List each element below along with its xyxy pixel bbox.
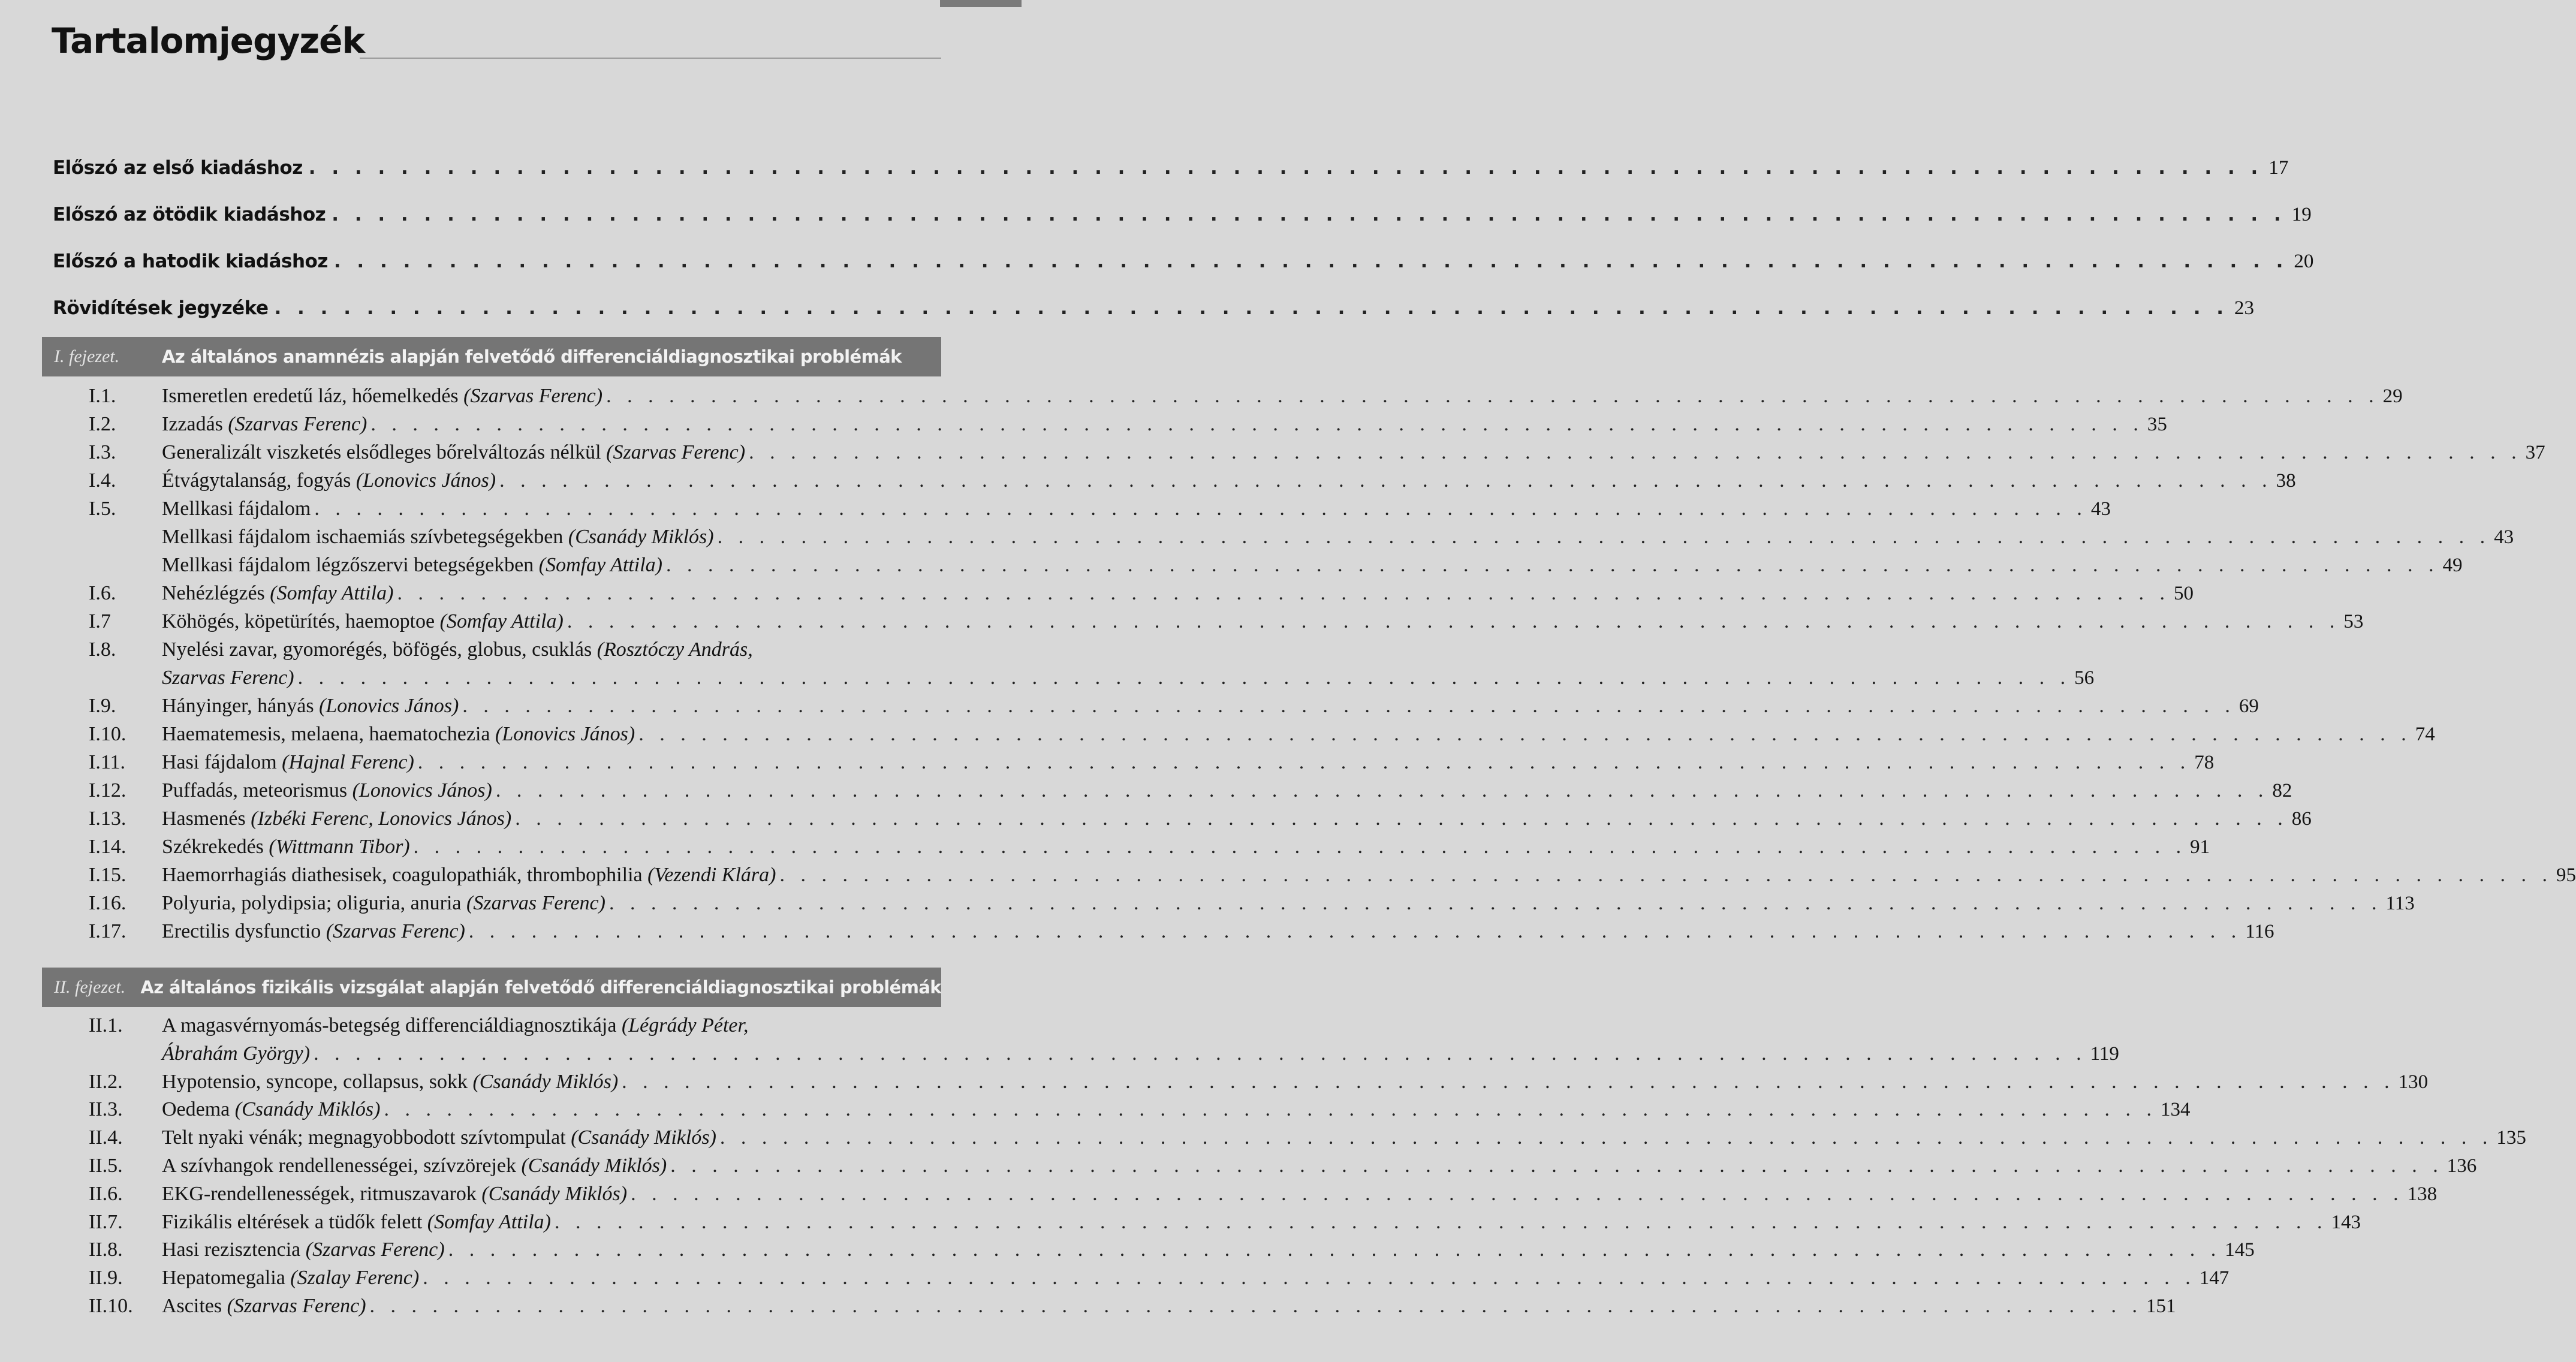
entry-text: Hepatomegalia: [162, 1267, 291, 1289]
entry-text: Nyelési zavar, gyomorégés, böfögés, globus, csuklás: [162, 638, 597, 661]
entry-number: I.14.: [89, 836, 126, 858]
entry-number: I.17.: [89, 920, 126, 942]
entry-number: I.13.: [89, 807, 126, 830]
leader-dots: . . . . . . . . . . . . . . . . . . . . . . . . . . . . . . . . . . . . . . . . . . . . . . . . . . . . . . . . . . . . . . . . . . . . . . . . . . . . . . . . . . . . .: [608, 892, 2382, 914]
entry-author: (Szarvas Ferenc): [326, 920, 465, 942]
toc-entry: [89, 723, 2435, 746]
leader-dots: . . . . . . . . . . . . . . . . . . . . . . . . . . . . . . . . . . . . . . . . . . . . . . . . . . . . . . . . . . . . . . . . . . . . . . . . . . . . . . . . . . . . .: [638, 723, 2412, 745]
entry-title: [162, 582, 393, 605]
entry-number: I.12.: [89, 779, 126, 801]
entry-number: II.7.: [89, 1210, 123, 1233]
leader-dots: . . . . . . . . . . . . . . . . . . . . . . . . . . . . . . . . . . . . . . . . . . . . . . . . . . . . . . . . . . . . . . . . . . . . . . . . . . . . . . . . . . . . .: [717, 526, 2491, 548]
leader-dots: . . . . . . . . . . . . . . . . . . . . . . . . . . . . . . . . . . . . . . . . . . . . . . . . . . . . . . . . . . . . . . . . . . . . . . . . . . . . . . . . . . . . .: [332, 204, 2286, 225]
entry-text: Erectilis dysfunctio: [162, 920, 326, 942]
toc-entry: [89, 469, 2296, 492]
entry-number: I.8.: [89, 638, 116, 661]
entry-text: Izzadás: [162, 413, 228, 435]
page-number: 35: [2147, 414, 2167, 435]
entry-text: Hasi rezisztencia: [162, 1239, 306, 1261]
entry-author: (Szarvas Ferenc): [463, 385, 603, 407]
page-number: 29: [2382, 385, 2403, 407]
entry-author: (Szarvas Ferenc): [227, 1295, 366, 1317]
entry-author: (Vezendi Klára): [647, 864, 776, 886]
entry-author: (Lonovics János): [352, 779, 492, 801]
entry-number: I.11.: [89, 751, 126, 773]
entry-title: [162, 779, 492, 802]
toc-entry: [89, 385, 2403, 408]
toc-entry: [89, 1042, 2119, 1065]
entry-text: A szívhangok rendellenességei, szívzörejek: [162, 1155, 522, 1177]
entry-text: Hasi fájdalom: [162, 751, 282, 773]
entry-text: Nehézlégzés: [162, 582, 270, 604]
entry-number: II.4.: [89, 1126, 123, 1149]
toc-entry: [89, 695, 2259, 718]
leader-dots: . . . . . . . . . . . . . . . . . . . . . . . . . . . . . . . . . . . . . . . . . . . . . . . . . . . . . . . . . . . . . . . . . . . . . . . . . . . . . . . . . . . . .: [631, 1182, 2404, 1205]
page-number: 143: [2331, 1211, 2361, 1233]
page-number: 113: [2385, 893, 2415, 914]
toc-entry: [89, 554, 2463, 577]
page-number: 119: [2090, 1042, 2119, 1065]
leader-dots: . . . . . . . . . . . . . . . . . . . . . . . . . . . . . . . . . . . . . . . . . . . . . . . . . . . . . . . . . . . . . . . . . . . . . . . . . . . . . . . . . . . . .: [515, 807, 2288, 830]
page-number: 82: [2272, 780, 2292, 801]
toc-entry: [89, 1239, 2255, 1261]
leader-dots: . . . . . . . . . . . . . . . . . . . . . . . . . . . . . . . . . . . . . . . . . . . . . . . . . . . . . . . . . . . . . . . . . . . . . . . . . . . . . . . . . . . . .: [274, 297, 2229, 319]
entry-number: I.16.: [89, 892, 126, 914]
entry-text: Generalizált viszketés elsődleges bőrelváltozás nélkül: [162, 441, 607, 463]
entry-text: Telt nyaki vénák; megnagyobbodott szívtompulat: [162, 1126, 571, 1149]
entry-author: (Csanády Miklós): [481, 1182, 628, 1205]
entry-title: [162, 1071, 618, 1093]
front-matter-label: Előszó a hatodik kiadáshoz: [53, 251, 328, 272]
page-number: 95: [2556, 864, 2576, 886]
leader-dots: . . . . . . . . . . . . . . . . . . . . . . . . . . . . . . . . . . . . . . . . . . . . . . . . . . . . . . . . . . . . . . . . . . . . . . . . . . . . . . . . . . . . .: [333, 251, 2288, 272]
toc-entry: [89, 1070, 2429, 1093]
entry-title: [162, 751, 414, 774]
toc-entry: [89, 441, 2545, 464]
toc-entry: [89, 638, 941, 661]
page-number: 50: [2173, 583, 2194, 604]
toc-entry: [89, 1267, 2229, 1289]
page-number: 134: [2160, 1099, 2191, 1121]
page-number: 53: [2343, 611, 2364, 632]
title-rule: [360, 58, 941, 59]
entry-text: Puffadás, meteorismus: [162, 779, 352, 801]
entry-title: [162, 441, 745, 464]
leader-dots: . . . . . . . . . . . . . . . . . . . . . . . . . . . . . . . . . . . . . . . . . . . . . . . . . . . . . . . . . . . . . . . . . . . . . . . . . . . . . . . . . . . . .: [308, 157, 2263, 179]
page-number: 37: [2525, 442, 2545, 463]
entry-author: (Izbéki Ferenc, Lonovics János): [251, 807, 512, 830]
entry-number: II.1.: [89, 1014, 123, 1036]
page-number: 116: [2245, 921, 2274, 942]
entry-text: Hasmenés: [162, 807, 251, 830]
leader-dots: . . . . . . . . . . . . . . . . . . . . . . . . . . . . . . . . . . . . . . . . . . . . . . . . . . . . . . . . . . . . . . . . . . . . . . . . . . . . . . . . . . . . .: [749, 441, 2522, 463]
front-matter-label: Előszó az első kiadáshoz: [53, 157, 303, 179]
entry-text: Hányinger, hányás: [162, 695, 320, 717]
entry-number: II.3.: [89, 1098, 123, 1121]
entry-title: [162, 610, 564, 633]
page-number: 43: [2090, 498, 2111, 520]
entry-author: (Somfay Attila): [270, 582, 394, 604]
chapter-header: [42, 337, 941, 376]
leader-dots: . . . . . . . . . . . . . . . . . . . . . . . . . . . . . . . . . . . . . . . . . . . . . . . . . . . . . . . . . . . . . . . . . . . . . . . . . . . . . . . . . . . . .: [369, 1295, 2143, 1317]
page-number: 78: [2194, 752, 2215, 773]
front-matter-row: [53, 297, 2255, 320]
entry-number: I.10.: [89, 723, 126, 745]
page-number: 19: [2291, 204, 2312, 225]
toc-entry: [89, 1014, 941, 1037]
toc-entry: [89, 498, 2111, 520]
front-matter-row: [53, 157, 2289, 179]
entry-author: (Rosztóczy András,: [596, 638, 753, 661]
toc-entry: [89, 920, 2274, 943]
entry-title: [162, 667, 294, 689]
entry-title: [162, 695, 459, 718]
entry-title: [162, 864, 776, 887]
entry-text: Polyuria, polydipsia; oliguria, anuria: [162, 892, 467, 914]
page-number: 130: [2398, 1071, 2429, 1093]
toc-entry: [89, 610, 2364, 633]
leader-dots: . . . . . . . . . . . . . . . . . . . . . . . . . . . . . . . . . . . . . . . . . . . . . . . . . . . . . . . . . . . . . . . . . . . . . . . . . . . . . . . . . . . . .: [297, 667, 2071, 689]
entry-number: I.5.: [89, 498, 116, 520]
entry-author: (Szalay Ferenc): [290, 1267, 420, 1289]
entry-title: [162, 836, 410, 858]
entry-title: [162, 1126, 716, 1149]
leader-dots: . . . . . . . . . . . . . . . . . . . . . . . . . . . . . . . . . . . . . . . . . . . . . . . . . . . . . . . . . . . . . . . . . . . . . . . . . . . . . . . . . . . . .: [468, 920, 2242, 942]
page-number: 23: [2234, 297, 2255, 319]
entry-title: [162, 920, 465, 943]
entry-title: [162, 1239, 445, 1261]
entry-number: II.6.: [89, 1182, 123, 1205]
entry-title: [162, 554, 662, 577]
leader-dots: . . . . . . . . . . . . . . . . . . . . . . . . . . . . . . . . . . . . . . . . . . . . . . . . . . . . . . . . . . . . . . . . . . . . . . . . . . . . . . . . . . . . .: [567, 610, 2340, 632]
entry-author: (Lonovics János): [319, 695, 459, 717]
leader-dots: . . . . . . . . . . . . . . . . . . . . . . . . . . . . . . . . . . . . . . . . . . . . . . . . . . . . . . . . . . . . . . . . . . . . . . . . . . . . . . . . . . . . .: [384, 1098, 2157, 1121]
entry-number: II.5.: [89, 1155, 123, 1177]
entry-title: [162, 385, 602, 408]
leader-dots: . . . . . . . . . . . . . . . . . . . . . . . . . . . . . . . . . . . . . . . . . . . . . . . . . . . . . . . . . . . . . . . . . . . . . . . . . . . . . . . . . . . . .: [462, 695, 2235, 717]
page-number: 20: [2294, 251, 2314, 272]
entry-title: [162, 1014, 748, 1037]
entry-author: (Szarvas Ferenc): [606, 441, 746, 463]
entry-title: [162, 413, 367, 436]
toc-entry: [89, 1182, 2438, 1206]
entry-author: Szarvas Ferenc): [162, 667, 294, 689]
entry-title: [162, 1183, 627, 1206]
front-matter-label: Előszó az ötödik kiadáshoz: [53, 204, 326, 225]
front-matter-row: [53, 251, 2314, 273]
chapter-title: Az általános anamnézis alapján felvetődő differenciáldiagnosztikai problémák: [162, 346, 902, 367]
entry-number: I.2.: [89, 413, 116, 435]
entry-number: II.2.: [89, 1070, 123, 1093]
chapter-header: [42, 968, 941, 1007]
entry-text: Oedema: [162, 1098, 235, 1121]
entry-author: (Csanády Miklós): [568, 526, 714, 548]
toc-entry: [89, 667, 2095, 689]
entry-title: [162, 469, 496, 492]
entry-title: [162, 1211, 551, 1234]
entry-author: (Szarvas Ferenc): [305, 1239, 445, 1261]
toc-entry: [89, 1210, 2361, 1234]
leader-dots: . . . . . . . . . . . . . . . . . . . . . . . . . . . . . . . . . . . . . . . . . . . . . . . . . . . . . . . . . . . . . . . . . . . . . . . . . . . . . . . . . . . . .: [499, 469, 2273, 492]
entry-text: Haematemesis, melaena, haematochezia: [162, 723, 495, 745]
page-number: 91: [2190, 836, 2210, 858]
page-number: 74: [2415, 724, 2435, 745]
page-number: 43: [2494, 526, 2514, 548]
entry-text: Ascites: [162, 1295, 227, 1317]
entry-author: (Csanády Miklós): [234, 1098, 381, 1121]
page-number: 49: [2442, 555, 2463, 576]
leader-dots: . . . . . . . . . . . . . . . . . . . . . . . . . . . . . . . . . . . . . . . . . . . . . . . . . . . . . . . . . . . . . . . . . . . . . . . . . . . . . . . . . . . . .: [665, 554, 2439, 576]
entry-author: (Csanády Miklós): [472, 1070, 619, 1093]
leader-dots: . . . . . . . . . . . . . . . . . . . . . . . . . . . . . . . . . . . . . . . . . . . . . . . . . . . . . . . . . . . . . . . . . . . . . . . . . . . . . . . . . . . . .: [622, 1070, 2395, 1093]
entry-text: Mellkasi fájdalom ischaemiás szívbetegségekben: [162, 526, 568, 548]
entry-author: (Lonovics János): [495, 723, 635, 745]
front-matter-row: [53, 204, 2312, 226]
entry-number: I.9.: [89, 695, 116, 717]
chapter-title: Az általános fizikális vizsgálat alapján felvetődő differenciáldiagnosztikai problémák: [140, 977, 941, 998]
toc-entry: [89, 526, 2514, 549]
leader-dots: . . . . . . . . . . . . . . . . . . . . . . . . . . . . . . . . . . . . . . . . . . . . . . . . . . . . . . . . . . . . . . . . . . . . . . . . . . . . . . . . . . . . .: [397, 582, 2170, 604]
entry-author: (Somfay Attila): [427, 1210, 551, 1233]
entry-title: [162, 526, 714, 549]
page-number: 86: [2291, 808, 2312, 830]
leader-dots: . . . . . . . . . . . . . . . . . . . . . . . . . . . . . . . . . . . . . . . . . . . . . . . . . . . . . . . . . . . . . . . . . . . . . . . . . . . . . . . . . . . . .: [314, 498, 2087, 520]
toc-entry: [89, 413, 2167, 436]
entry-author: (Szarvas Ferenc): [466, 892, 605, 914]
entry-text: EKG-rendellenességek, ritmuszavarok: [162, 1182, 482, 1205]
page-number: 69: [2238, 695, 2259, 717]
entry-author: (Csanády Miklós): [571, 1126, 716, 1149]
front-matter-label: Rövidítések jegyzéke: [53, 297, 269, 319]
toc-entry: [89, 779, 2292, 802]
leader-dots: . . . . . . . . . . . . . . . . . . . . . . . . . . . . . . . . . . . . . . . . . . . . . . . . . . . . . . . . . . . . . . . . . . . . . . . . . . . . . . . . . . . . .: [417, 751, 2191, 773]
leader-dots: . . . . . . . . . . . . . . . . . . . . . . . . . . . . . . . . . . . . . . . . . . . . . . . . . . . . . . . . . . . . . . . . . . . . . . . . . . . . . . . . . . . . .: [719, 1126, 2493, 1149]
entry-title: [162, 1042, 310, 1065]
toc-entry: [89, 1295, 2176, 1318]
toc-entry: [89, 1126, 2526, 1149]
toc-entry: [89, 892, 2415, 915]
entry-title: [162, 1098, 380, 1121]
page-number: 151: [2146, 1295, 2176, 1317]
leader-dots: . . . . . . . . . . . . . . . . . . . . . . . . . . . . . . . . . . . . . . . . . . . . . . . . . . . . . . . . . . . . . . . . . . . . . . . . . . . . . . . . . . . . .: [670, 1155, 2444, 1177]
leader-dots: . . . . . . . . . . . . . . . . . . . . . . . . . . . . . . . . . . . . . . . . . . . . . . . . . . . . . . . . . . . . . . . . . . . . . . . . . . . . . . . . . . . . .: [413, 836, 2187, 858]
entry-title: [162, 638, 753, 661]
leader-dots: . . . . . . . . . . . . . . . . . . . . . . . . . . . . . . . . . . . . . . . . . . . . . . . . . . . . . . . . . . . . . . . . . . . . . . . . . . . . . . . . . . . . .: [779, 864, 2553, 886]
entry-text: A magasvérnyomás-betegség differenciáldiagnosztikája: [162, 1014, 622, 1036]
toc-entry: [89, 582, 2194, 605]
page-number: 136: [2447, 1155, 2477, 1177]
entry-text: Székrekedés: [162, 836, 269, 858]
toc-entry: [89, 751, 2215, 774]
entry-number: I.3.: [89, 441, 116, 463]
entry-number: II.8.: [89, 1239, 123, 1261]
entry-title: [162, 498, 311, 520]
page-number: 17: [2268, 157, 2289, 179]
leader-dots: . . . . . . . . . . . . . . . . . . . . . . . . . . . . . . . . . . . . . . . . . . . . . . . . . . . . . . . . . . . . . . . . . . . . . . . . . . . . . . . . . . . . .: [314, 1042, 2087, 1065]
page-number: 135: [2496, 1127, 2526, 1149]
entry-author: (Lonovics János): [355, 469, 496, 492]
entry-author: (Somfay Attila): [538, 554, 662, 576]
entry-title: [162, 723, 635, 746]
leader-dots: . . . . . . . . . . . . . . . . . . . . . . . . . . . . . . . . . . . . . . . . . . . . . . . . . . . . . . . . . . . . . . . . . . . . . . . . . . . . . . . . . . . . .: [606, 385, 2379, 407]
toc-entry: [89, 1098, 2191, 1121]
entry-text: Haemorrhagiás diathesisek, coagulopathiák, thrombophilia: [162, 864, 648, 886]
toc-entry: [89, 864, 2576, 887]
entry-number: II.10.: [89, 1295, 133, 1317]
leader-dots: . . . . . . . . . . . . . . . . . . . . . . . . . . . . . . . . . . . . . . . . . . . . . . . . . . . . . . . . . . . . . . . . . . . . . . . . . . . . . . . . . . . . .: [554, 1210, 2328, 1233]
entry-text: Ismeretlen eredetű láz, hőemelkedés: [162, 385, 464, 407]
leader-dots: . . . . . . . . . . . . . . . . . . . . . . . . . . . . . . . . . . . . . . . . . . . . . . . . . . . . . . . . . . . . . . . . . . . . . . . . . . . . . . . . . . . . .: [495, 779, 2269, 801]
entry-number: II.9.: [89, 1267, 123, 1289]
entry-title: [162, 1155, 667, 1177]
entry-author: Ábrahám György): [162, 1042, 311, 1065]
entry-number: I.1.: [89, 385, 116, 407]
entry-author: (Wittmann Tibor): [269, 836, 410, 858]
toc-entry: [89, 836, 2210, 858]
page-number: 145: [2225, 1239, 2255, 1261]
entry-text: Hypotensio, syncope, collapsus, sokk: [162, 1070, 473, 1093]
entry-title: [162, 892, 605, 915]
leader-dots: . . . . . . . . . . . . . . . . . . . . . . . . . . . . . . . . . . . . . . . . . . . . . . . . . . . . . . . . . . . . . . . . . . . . . . . . . . . . . . . . . . . . .: [370, 413, 2144, 435]
page-number: 56: [2074, 667, 2095, 689]
entry-number: I.4.: [89, 469, 116, 492]
corner-tab: [940, 0, 1022, 7]
entry-text: Köhögés, köpetürítés, haemoptoe: [162, 610, 440, 632]
entry-text: Mellkasi fájdalom: [162, 498, 311, 520]
leader-dots: . . . . . . . . . . . . . . . . . . . . . . . . . . . . . . . . . . . . . . . . . . . . . . . . . . . . . . . . . . . . . . . . . . . . . . . . . . . . . . . . . . . . .: [448, 1239, 2222, 1261]
entry-title: [162, 1267, 419, 1289]
toc-entry: [89, 1155, 2477, 1177]
page-number: 38: [2276, 470, 2296, 492]
entry-title: [162, 1295, 366, 1318]
entry-author: (Szarvas Ferenc): [228, 413, 367, 435]
toc-entry: [89, 807, 2312, 830]
entry-title: [162, 807, 511, 830]
entry-text: Mellkasi fájdalom légzőszervi betegségekben: [162, 554, 539, 576]
entry-author: (Csanády Miklós): [521, 1155, 667, 1177]
leader-dots: . . . . . . . . . . . . . . . . . . . . . . . . . . . . . . . . . . . . . . . . . . . . . . . . . . . . . . . . . . . . . . . . . . . . . . . . . . . . . . . . . . . . .: [423, 1267, 2196, 1289]
chapter-number: II. fejezet.: [54, 977, 126, 997]
page-number: 138: [2407, 1183, 2438, 1205]
entry-text: Étvágytalanság, fogyás: [162, 469, 356, 492]
page-title: Tartalomjegyzék: [52, 20, 365, 61]
entry-number: I.7: [89, 610, 111, 632]
entry-author: (Hajnal Ferenc): [282, 751, 414, 773]
entry-number: I.6.: [89, 582, 116, 604]
page-number: 147: [2199, 1267, 2229, 1289]
entry-text: Fizikális eltérések a tüdők felett: [162, 1210, 427, 1233]
entry-author: (Légrády Péter,: [621, 1014, 749, 1036]
entry-author: (Somfay Attila): [439, 610, 564, 632]
entry-number: I.15.: [89, 864, 126, 886]
chapter-number: I. fejezet.: [54, 346, 120, 366]
